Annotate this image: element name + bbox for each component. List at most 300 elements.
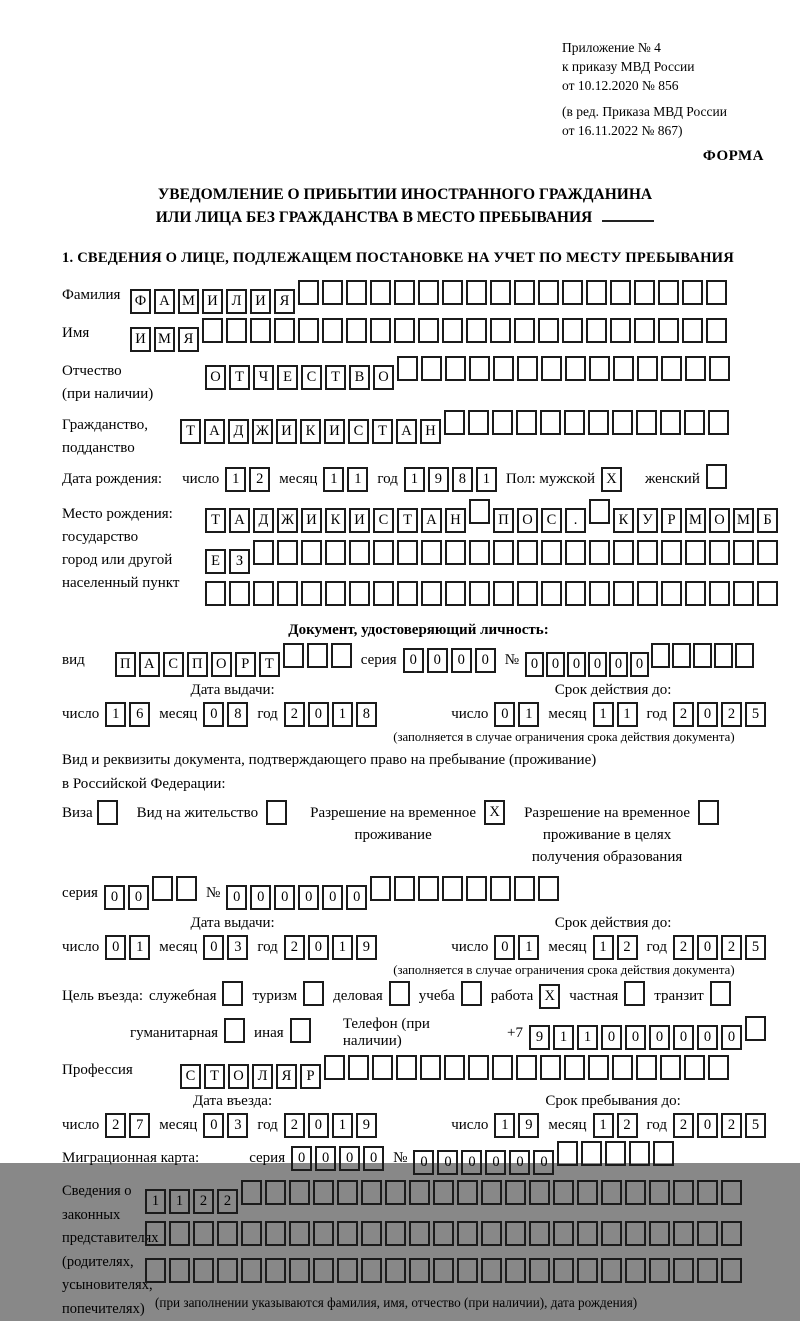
surname-box[interactable] <box>706 280 727 305</box>
stay-day-box[interactable]: 9 <box>518 1113 539 1138</box>
birthplace-box[interactable]: О <box>709 508 730 533</box>
legal-box[interactable] <box>697 1258 718 1283</box>
purpose-humanitarian-checkbox[interactable] <box>224 1018 245 1043</box>
surname-box[interactable]: М <box>178 289 199 314</box>
surname-box[interactable]: А <box>154 289 175 314</box>
legal-box[interactable] <box>409 1180 430 1205</box>
entry-year-box[interactable]: 2 <box>284 1113 305 1138</box>
profession-box[interactable] <box>396 1055 417 1080</box>
firstname-box[interactable] <box>298 318 319 343</box>
surname-box[interactable] <box>394 280 415 305</box>
legal-box[interactable] <box>385 1180 406 1205</box>
legal-box[interactable] <box>529 1258 550 1283</box>
entry-year-box[interactable]: 1 <box>332 1113 353 1138</box>
surname-box[interactable] <box>610 280 631 305</box>
citizenship-box[interactable]: С <box>348 419 369 444</box>
phone-box[interactable]: 0 <box>673 1025 694 1050</box>
legal-box[interactable] <box>337 1258 358 1283</box>
citizenship-box[interactable] <box>444 410 465 435</box>
birthplace-box[interactable] <box>469 499 490 524</box>
profession-box[interactable]: С <box>180 1064 201 1089</box>
resdoc-expiry-month-box[interactable]: 1 <box>593 935 614 960</box>
patronymic-box[interactable] <box>397 356 418 381</box>
birthplace-box[interactable] <box>685 540 706 565</box>
legal-box[interactable] <box>721 1258 742 1283</box>
phone-box[interactable]: 9 <box>529 1025 550 1050</box>
patronymic-box[interactable] <box>565 356 586 381</box>
entry-day-box[interactable]: 2 <box>105 1113 126 1138</box>
resdoc-expiry-year-box[interactable]: 5 <box>745 935 766 960</box>
legal-box[interactable] <box>553 1180 574 1205</box>
profession-box[interactable]: Л <box>252 1064 273 1089</box>
iddoc-vid-box[interactable] <box>331 643 352 668</box>
legal-box[interactable] <box>577 1180 598 1205</box>
resdoc-issue-day-box[interactable]: 0 <box>105 935 126 960</box>
patronymic-box[interactable] <box>613 356 634 381</box>
legal-box[interactable] <box>145 1258 166 1283</box>
birthplace-box[interactable] <box>709 540 730 565</box>
birthplace-box[interactable] <box>637 581 658 606</box>
legal-box[interactable] <box>289 1180 310 1205</box>
citizenship-box[interactable] <box>540 410 561 435</box>
legal-box[interactable]: 2 <box>193 1189 214 1214</box>
surname-box[interactable] <box>370 280 391 305</box>
legal-box[interactable] <box>433 1221 454 1246</box>
resdoc-issue-year-box[interactable]: 1 <box>332 935 353 960</box>
citizenship-box[interactable]: К <box>300 419 321 444</box>
resdoc-issue-month-box[interactable]: 3 <box>227 935 248 960</box>
birth-day-box[interactable]: 1 <box>225 467 246 492</box>
iddoc-seriya-box[interactable]: 0 <box>451 648 472 673</box>
legal-box[interactable] <box>601 1221 622 1246</box>
birthplace-box[interactable] <box>589 581 610 606</box>
resdoc-issue-year-box[interactable]: 9 <box>356 935 377 960</box>
migcard-num-box[interactable] <box>557 1141 578 1166</box>
birthplace-box[interactable]: А <box>229 508 250 533</box>
birthplace-box[interactable]: С <box>373 508 394 533</box>
birthplace-box[interactable] <box>733 581 754 606</box>
resdoc-num-box[interactable] <box>370 876 391 901</box>
entry-year-box[interactable]: 0 <box>308 1113 329 1138</box>
birthplace-box[interactable] <box>685 581 706 606</box>
profession-box[interactable]: О <box>228 1064 249 1089</box>
iddoc-vid-box[interactable]: Р <box>235 652 256 677</box>
legal-box[interactable] <box>265 1258 286 1283</box>
birthplace-box[interactable]: З <box>229 549 250 574</box>
legal-box[interactable] <box>361 1258 382 1283</box>
birthplace-box[interactable] <box>277 581 298 606</box>
legal-box[interactable] <box>673 1221 694 1246</box>
birthplace-box[interactable] <box>421 540 442 565</box>
legal-box[interactable] <box>457 1221 478 1246</box>
legal-box[interactable] <box>481 1221 502 1246</box>
legal-box[interactable] <box>505 1221 526 1246</box>
resdoc-expiry-month-box[interactable]: 2 <box>617 935 638 960</box>
birth-month-box[interactable]: 1 <box>347 467 368 492</box>
birth-year-box[interactable]: 1 <box>404 467 425 492</box>
birthplace-box[interactable] <box>397 581 418 606</box>
legal-box[interactable] <box>145 1221 166 1246</box>
purpose-work-checkbox[interactable]: X <box>539 984 560 1009</box>
migcard-num-box[interactable]: 0 <box>413 1150 434 1175</box>
stay-month-box[interactable]: 2 <box>617 1113 638 1138</box>
patronymic-box[interactable]: О <box>205 365 226 390</box>
birthplace-box[interactable]: К <box>325 508 346 533</box>
phone-box[interactable]: 1 <box>553 1025 574 1050</box>
surname-box[interactable] <box>442 280 463 305</box>
legal-box[interactable] <box>409 1258 430 1283</box>
patronymic-box[interactable]: Е <box>277 365 298 390</box>
phone-box[interactable]: 0 <box>721 1025 742 1050</box>
birthplace-box[interactable]: П <box>493 508 514 533</box>
profession-box[interactable]: Т <box>204 1064 225 1089</box>
birthplace-box[interactable] <box>541 581 562 606</box>
iddoc-expiry-day-box[interactable]: 1 <box>518 702 539 727</box>
profession-box[interactable] <box>324 1055 345 1080</box>
iddoc-num-box[interactable]: 0 <box>567 652 586 677</box>
iddoc-issue-month-box[interactable]: 0 <box>203 702 224 727</box>
patronymic-box[interactable] <box>517 356 538 381</box>
legal-box[interactable]: 1 <box>145 1189 166 1214</box>
resdoc-issue-month-box[interactable]: 0 <box>203 935 224 960</box>
iddoc-expiry-month-box[interactable]: 1 <box>617 702 638 727</box>
resdoc-num-box[interactable]: 0 <box>250 885 271 910</box>
legal-box[interactable] <box>529 1180 550 1205</box>
resdoc-issue-day-box[interactable]: 1 <box>129 935 150 960</box>
phone-box[interactable] <box>745 1016 766 1041</box>
birthplace-box[interactable] <box>349 540 370 565</box>
legal-box[interactable] <box>457 1180 478 1205</box>
birthplace-box[interactable] <box>253 540 274 565</box>
surname-box[interactable]: Л <box>226 289 247 314</box>
resdoc-num-box[interactable] <box>418 876 439 901</box>
phone-box[interactable]: 0 <box>601 1025 622 1050</box>
resdoc-seriya-box[interactable] <box>152 876 173 901</box>
migcard-num-box[interactable] <box>629 1141 650 1166</box>
birth-year-box[interactable]: 1 <box>476 467 497 492</box>
birthplace-box[interactable]: О <box>517 508 538 533</box>
legal-box[interactable] <box>625 1258 646 1283</box>
legal-box[interactable] <box>217 1258 238 1283</box>
birthplace-box[interactable]: . <box>565 508 586 533</box>
entry-month-box[interactable]: 0 <box>203 1113 224 1138</box>
birthplace-box[interactable] <box>733 540 754 565</box>
iddoc-issue-month-box[interactable]: 8 <box>227 702 248 727</box>
surname-box[interactable] <box>418 280 439 305</box>
birthplace-box[interactable] <box>301 540 322 565</box>
birthplace-box[interactable]: И <box>301 508 322 533</box>
birthplace-box[interactable]: Ж <box>277 508 298 533</box>
sex-female-checkbox[interactable] <box>706 464 727 489</box>
surname-box[interactable] <box>322 280 343 305</box>
legal-box[interactable] <box>457 1258 478 1283</box>
iddoc-vid-box[interactable]: П <box>115 652 136 677</box>
birthplace-box[interactable] <box>301 581 322 606</box>
surname-box[interactable]: И <box>202 289 223 314</box>
birthplace-box[interactable] <box>325 540 346 565</box>
birthplace-box[interactable]: С <box>541 508 562 533</box>
birthplace-box[interactable]: Н <box>445 508 466 533</box>
resdoc-num-box[interactable] <box>394 876 415 901</box>
residence-permit-checkbox[interactable] <box>266 800 287 825</box>
phone-box[interactable]: 0 <box>649 1025 670 1050</box>
firstname-box[interactable] <box>490 318 511 343</box>
birthplace-box[interactable] <box>373 581 394 606</box>
entry-day-box[interactable]: 7 <box>129 1113 150 1138</box>
legal-box[interactable] <box>241 1258 262 1283</box>
iddoc-issue-year-box[interactable]: 8 <box>356 702 377 727</box>
birth-month-box[interactable]: 1 <box>323 467 344 492</box>
purpose-study-checkbox[interactable] <box>461 981 482 1006</box>
citizenship-box[interactable] <box>708 410 729 435</box>
patronymic-box[interactable] <box>685 356 706 381</box>
firstname-box[interactable] <box>418 318 439 343</box>
firstname-box[interactable] <box>370 318 391 343</box>
birthplace-box[interactable] <box>421 581 442 606</box>
legal-box[interactable] <box>625 1221 646 1246</box>
legal-box[interactable] <box>505 1180 526 1205</box>
firstname-box[interactable] <box>250 318 271 343</box>
birthplace-box[interactable] <box>661 581 682 606</box>
patronymic-box[interactable] <box>445 356 466 381</box>
surname-box[interactable] <box>562 280 583 305</box>
migcard-num-box[interactable]: 0 <box>437 1150 458 1175</box>
iddoc-seriya-box[interactable]: 0 <box>427 648 448 673</box>
firstname-box[interactable] <box>634 318 655 343</box>
birthplace-box[interactable] <box>589 499 610 524</box>
patronymic-box[interactable] <box>493 356 514 381</box>
iddoc-num-box[interactable]: 0 <box>630 652 649 677</box>
phone-box[interactable]: 1 <box>577 1025 598 1050</box>
surname-box[interactable]: И <box>250 289 271 314</box>
resdoc-expiry-day-box[interactable]: 1 <box>518 935 539 960</box>
surname-box[interactable]: Ф <box>130 289 151 314</box>
birthplace-box[interactable] <box>397 540 418 565</box>
stay-year-box[interactable]: 2 <box>673 1113 694 1138</box>
citizenship-box[interactable]: Т <box>180 419 201 444</box>
profession-box[interactable] <box>588 1055 609 1080</box>
resdoc-num-box[interactable]: 0 <box>226 885 247 910</box>
patronymic-box[interactable] <box>709 356 730 381</box>
iddoc-vid-box[interactable]: А <box>139 652 160 677</box>
legal-box[interactable] <box>313 1180 334 1205</box>
stay-day-box[interactable]: 1 <box>494 1113 515 1138</box>
birthplace-box[interactable] <box>709 581 730 606</box>
iddoc-vid-box[interactable] <box>283 643 304 668</box>
iddoc-num-box[interactable] <box>693 643 712 668</box>
citizenship-box[interactable] <box>684 410 705 435</box>
profession-box[interactable] <box>540 1055 561 1080</box>
firstname-box[interactable] <box>202 318 223 343</box>
firstname-box[interactable] <box>322 318 343 343</box>
purpose-other-checkbox[interactable] <box>290 1018 311 1043</box>
legal-box[interactable] <box>241 1221 262 1246</box>
surname-box[interactable] <box>466 280 487 305</box>
birthplace-box[interactable] <box>373 540 394 565</box>
surname-box[interactable] <box>634 280 655 305</box>
resdoc-num-box[interactable] <box>466 876 487 901</box>
temp-residence-checkbox[interactable]: X <box>484 800 505 825</box>
birthplace-box[interactable] <box>661 540 682 565</box>
iddoc-num-box[interactable] <box>672 643 691 668</box>
profession-box[interactable] <box>444 1055 465 1080</box>
birth-year-box[interactable]: 8 <box>452 467 473 492</box>
iddoc-num-box[interactable]: 0 <box>546 652 565 677</box>
profession-box[interactable] <box>636 1055 657 1080</box>
firstname-box[interactable]: И <box>130 327 151 352</box>
firstname-box[interactable] <box>442 318 463 343</box>
patronymic-box[interactable]: В <box>349 365 370 390</box>
citizenship-box[interactable]: Н <box>420 419 441 444</box>
citizenship-box[interactable] <box>468 410 489 435</box>
legal-box[interactable]: 2 <box>217 1189 238 1214</box>
stay-month-box[interactable]: 1 <box>593 1113 614 1138</box>
iddoc-issue-day-box[interactable]: 1 <box>105 702 126 727</box>
birthplace-box[interactable] <box>517 581 538 606</box>
legal-box[interactable] <box>649 1258 670 1283</box>
resdoc-num-box[interactable] <box>538 876 559 901</box>
resdoc-expiry-year-box[interactable]: 0 <box>697 935 718 960</box>
profession-box[interactable] <box>612 1055 633 1080</box>
iddoc-expiry-month-box[interactable]: 1 <box>593 702 614 727</box>
migcard-num-box[interactable] <box>653 1141 674 1166</box>
birth-day-box[interactable]: 2 <box>249 467 270 492</box>
stay-year-box[interactable]: 0 <box>697 1113 718 1138</box>
firstname-box[interactable] <box>658 318 679 343</box>
purpose-official-checkbox[interactable] <box>222 981 243 1006</box>
surname-box[interactable]: Я <box>274 289 295 314</box>
patronymic-box[interactable] <box>637 356 658 381</box>
patronymic-box[interactable] <box>469 356 490 381</box>
birthplace-box[interactable] <box>253 581 274 606</box>
firstname-box[interactable]: Я <box>178 327 199 352</box>
legal-box[interactable] <box>601 1258 622 1283</box>
legal-box[interactable] <box>577 1258 598 1283</box>
purpose-tourism-checkbox[interactable] <box>303 981 324 1006</box>
birthplace-box[interactable] <box>493 540 514 565</box>
birthplace-box[interactable]: А <box>421 508 442 533</box>
patronymic-box[interactable] <box>541 356 562 381</box>
iddoc-issue-year-box[interactable]: 0 <box>308 702 329 727</box>
citizenship-box[interactable] <box>564 410 585 435</box>
profession-box[interactable] <box>348 1055 369 1080</box>
legal-box[interactable] <box>313 1221 334 1246</box>
resdoc-seriya-box[interactable]: 0 <box>104 885 125 910</box>
legal-box[interactable] <box>217 1221 238 1246</box>
resdoc-seriya-box[interactable] <box>176 876 197 901</box>
birthplace-box[interactable] <box>325 581 346 606</box>
citizenship-box[interactable] <box>612 410 633 435</box>
legal-box[interactable] <box>385 1258 406 1283</box>
patronymic-box[interactable]: Ч <box>253 365 274 390</box>
birthplace-box[interactable]: М <box>685 508 706 533</box>
legal-box[interactable] <box>505 1258 526 1283</box>
birthplace-box[interactable] <box>565 581 586 606</box>
resdoc-num-box[interactable] <box>490 876 511 901</box>
iddoc-expiry-day-box[interactable]: 0 <box>494 702 515 727</box>
iddoc-seriya-box[interactable]: 0 <box>403 648 424 673</box>
profession-box[interactable]: Р <box>300 1064 321 1089</box>
firstname-box[interactable] <box>538 318 559 343</box>
legal-box[interactable] <box>553 1221 574 1246</box>
resdoc-expiry-year-box[interactable]: 2 <box>721 935 742 960</box>
entry-month-box[interactable]: 3 <box>227 1113 248 1138</box>
birthplace-box[interactable] <box>757 540 778 565</box>
birthplace-box[interactable] <box>349 581 370 606</box>
resdoc-seriya-box[interactable]: 0 <box>128 885 149 910</box>
resdoc-issue-year-box[interactable]: 0 <box>308 935 329 960</box>
resdoc-num-box[interactable] <box>514 876 535 901</box>
iddoc-expiry-year-box[interactable]: 2 <box>721 702 742 727</box>
surname-box[interactable] <box>298 280 319 305</box>
citizenship-box[interactable]: Ж <box>252 419 273 444</box>
legal-box[interactable] <box>721 1221 742 1246</box>
legal-box[interactable] <box>385 1221 406 1246</box>
birthplace-box[interactable]: Р <box>661 508 682 533</box>
resdoc-num-box[interactable]: 0 <box>322 885 343 910</box>
iddoc-num-box[interactable] <box>651 643 670 668</box>
birthplace-box[interactable] <box>469 581 490 606</box>
purpose-business-checkbox[interactable] <box>389 981 410 1006</box>
birthplace-box[interactable] <box>613 540 634 565</box>
legal-box[interactable] <box>721 1180 742 1205</box>
legal-box[interactable] <box>697 1180 718 1205</box>
profession-box[interactable] <box>516 1055 537 1080</box>
legal-box[interactable] <box>649 1180 670 1205</box>
iddoc-seriya-box[interactable]: 0 <box>475 648 496 673</box>
sex-male-checkbox[interactable]: X <box>601 467 622 492</box>
iddoc-expiry-year-box[interactable]: 0 <box>697 702 718 727</box>
patronymic-box[interactable]: О <box>373 365 394 390</box>
profession-box[interactable] <box>492 1055 513 1080</box>
surname-box[interactable] <box>514 280 535 305</box>
birthplace-box[interactable] <box>637 540 658 565</box>
firstname-box[interactable] <box>466 318 487 343</box>
iddoc-expiry-year-box[interactable]: 2 <box>673 702 694 727</box>
surname-box[interactable] <box>538 280 559 305</box>
migcard-seriya-box[interactable]: 0 <box>363 1146 384 1171</box>
birthplace-box[interactable] <box>469 540 490 565</box>
iddoc-num-box[interactable]: 0 <box>609 652 628 677</box>
profession-box[interactable] <box>708 1055 729 1080</box>
visa-checkbox[interactable] <box>97 800 118 825</box>
legal-box[interactable] <box>265 1221 286 1246</box>
birthplace-box[interactable]: Б <box>757 508 778 533</box>
legal-box[interactable] <box>625 1180 646 1205</box>
legal-box[interactable] <box>601 1180 622 1205</box>
legal-box[interactable] <box>673 1180 694 1205</box>
phone-box[interactable]: 0 <box>625 1025 646 1050</box>
firstname-box[interactable]: М <box>154 327 175 352</box>
birthplace-box[interactable] <box>565 540 586 565</box>
patronymic-box[interactable] <box>589 356 610 381</box>
legal-box[interactable] <box>433 1258 454 1283</box>
legal-box[interactable] <box>481 1180 502 1205</box>
firstname-box[interactable] <box>682 318 703 343</box>
firstname-box[interactable] <box>226 318 247 343</box>
profession-box[interactable] <box>420 1055 441 1080</box>
patronymic-box[interactable] <box>661 356 682 381</box>
firstname-box[interactable] <box>274 318 295 343</box>
resdoc-num-box[interactable]: 0 <box>274 885 295 910</box>
birthplace-box[interactable]: К <box>613 508 634 533</box>
iddoc-num-box[interactable] <box>714 643 733 668</box>
patronymic-box[interactable]: С <box>301 365 322 390</box>
legal-box[interactable] <box>361 1221 382 1246</box>
purpose-transit-checkbox[interactable] <box>710 981 731 1006</box>
temp-residence-edu-checkbox[interactable] <box>698 800 719 825</box>
legal-box[interactable] <box>553 1258 574 1283</box>
